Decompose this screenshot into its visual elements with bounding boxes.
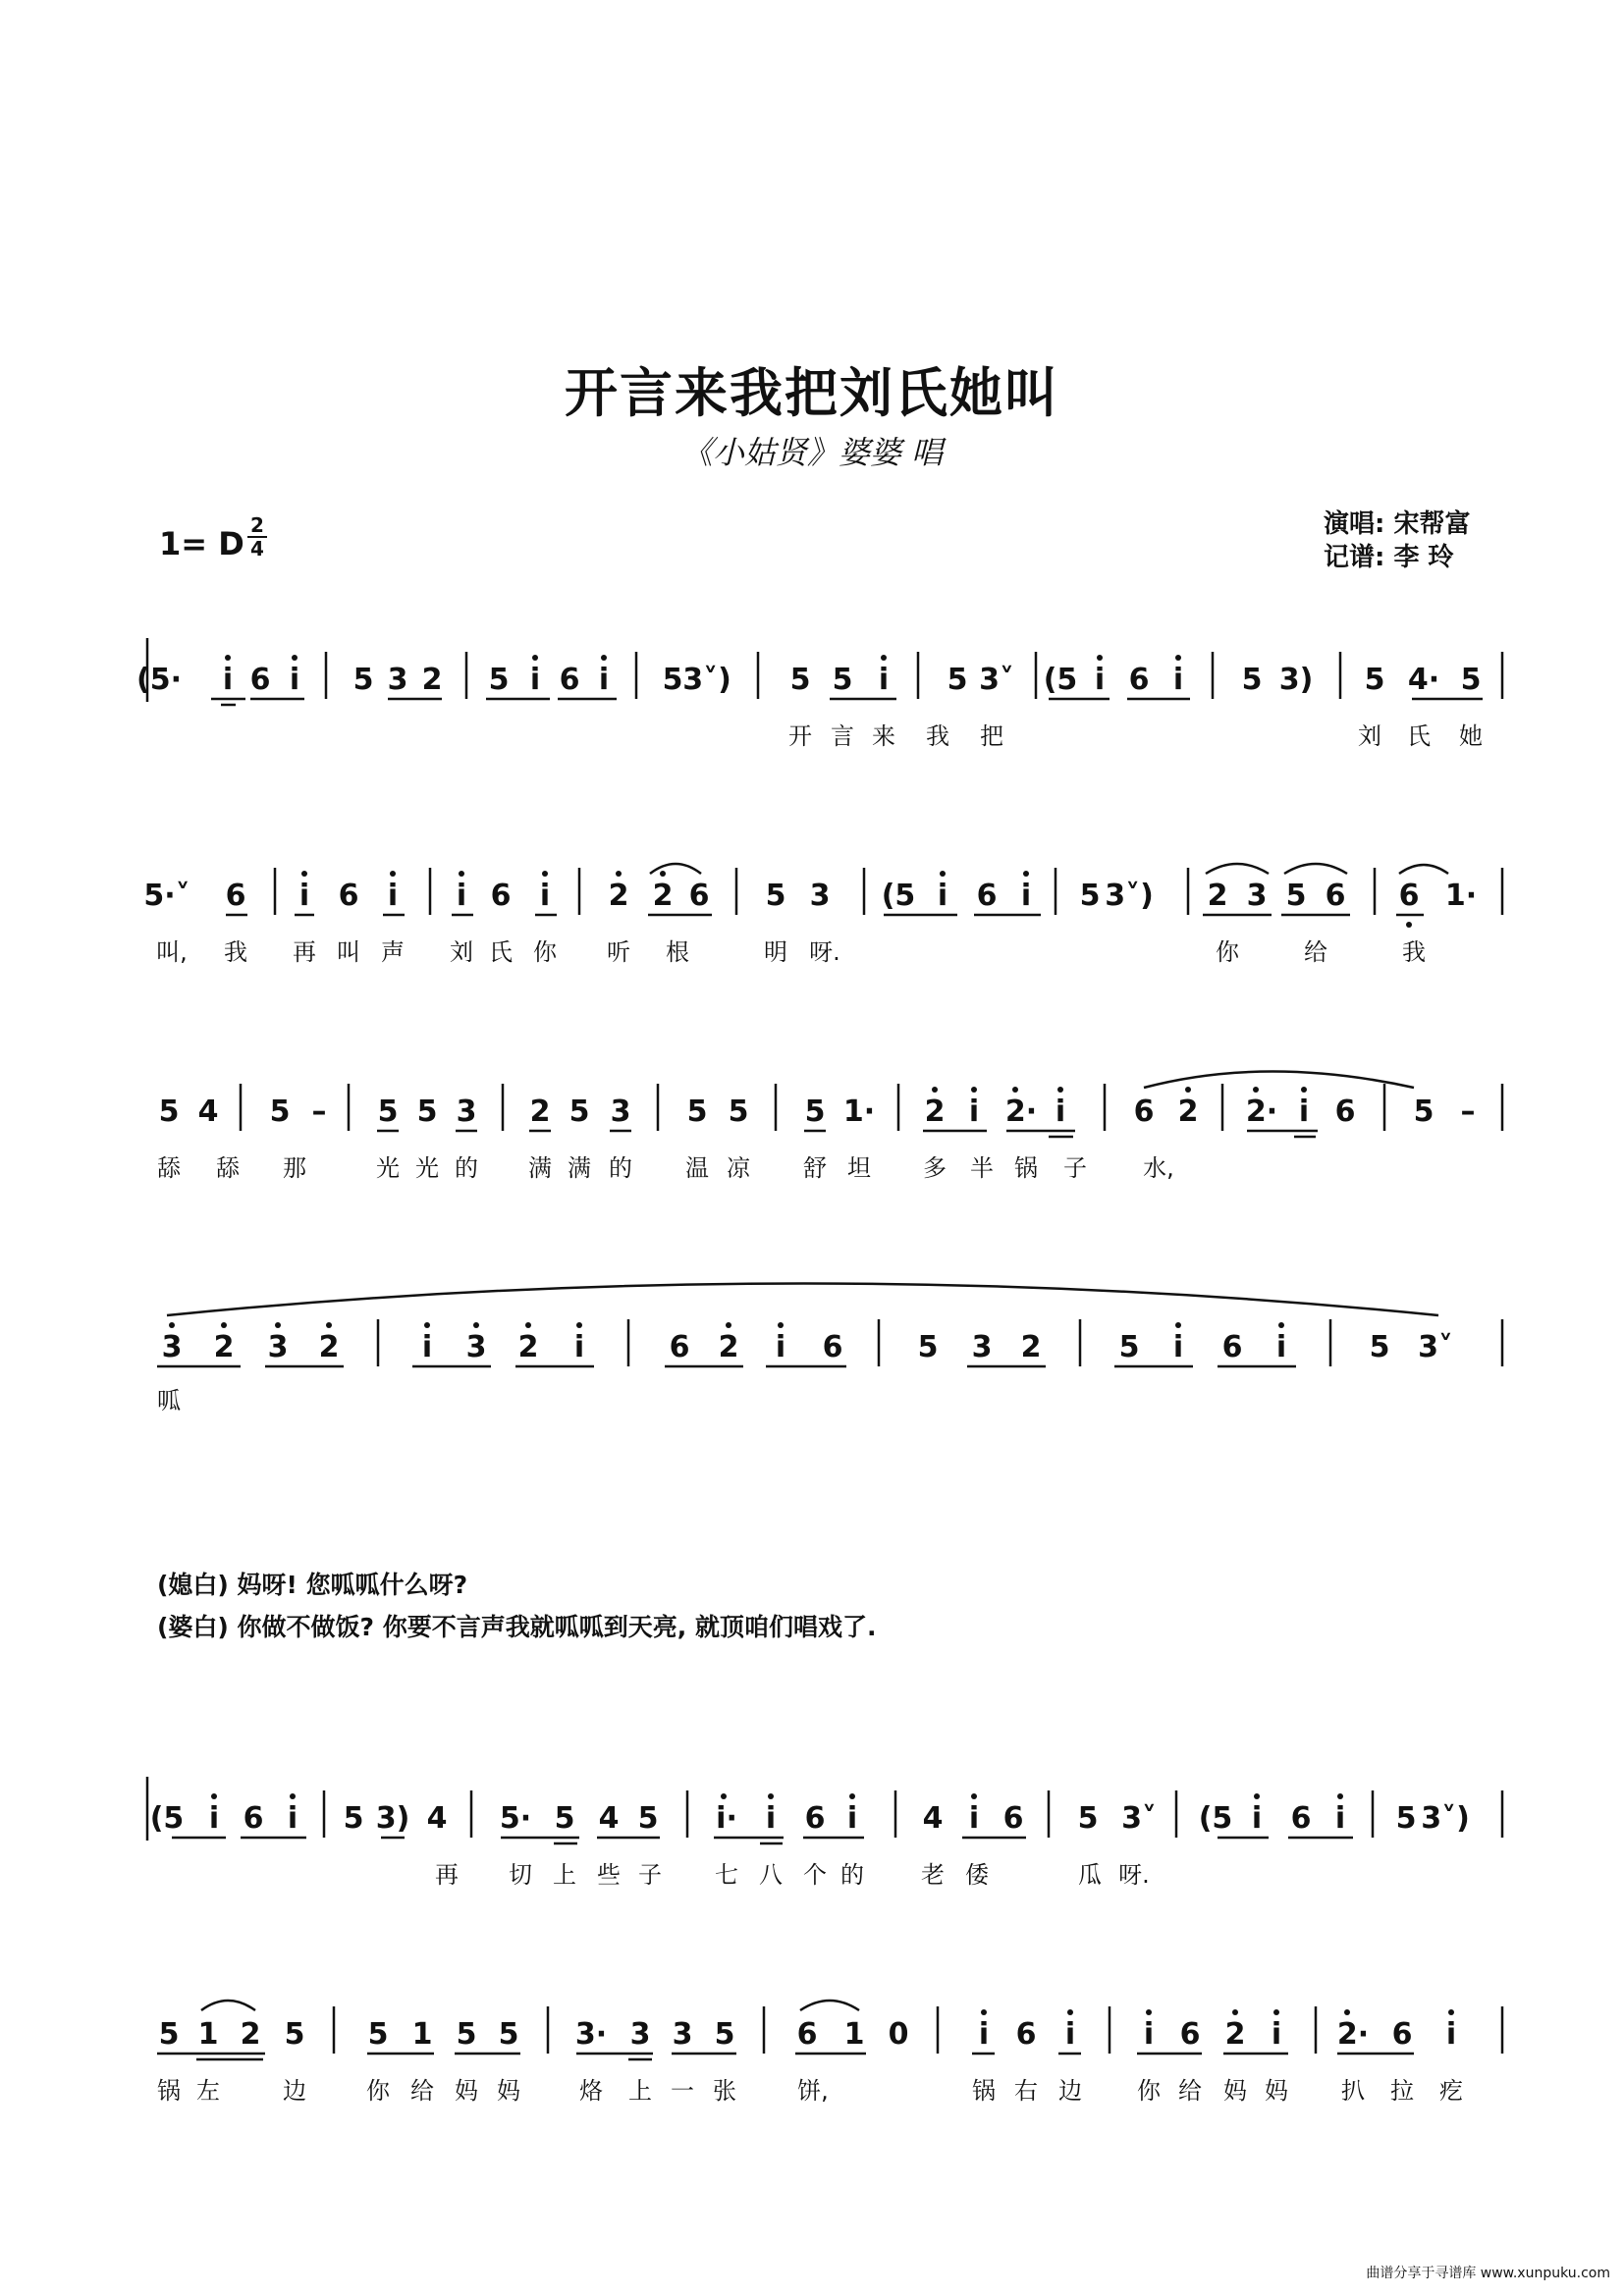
svg-text:5: 5 <box>488 663 510 697</box>
svg-text:2: 2 <box>529 1095 551 1129</box>
lyric: 倭 <box>965 1861 989 1889</box>
lyric: 舔 <box>216 1154 240 1182</box>
svg-text:5: 5 <box>554 1801 575 1836</box>
svg-text:2: 2 <box>421 663 443 697</box>
svg-text:i: i <box>1271 2017 1282 2052</box>
lyric: 光 <box>415 1154 439 1182</box>
svg-text:2: 2 <box>213 1330 235 1364</box>
lyric: 舒 <box>803 1154 827 1182</box>
svg-text:i: i <box>978 2017 990 2052</box>
svg-text:6: 6 <box>1015 2017 1037 2052</box>
svg-text:i: i <box>598 663 610 697</box>
svg-text:i: i <box>968 1801 980 1836</box>
footer-source: 曲谱分享于寻谱库 www.xunpuku.com <box>1366 2266 1610 2281</box>
lyric: 给 <box>1178 2077 1202 2105</box>
svg-text:2·: 2· <box>1245 1095 1278 1129</box>
svg-text:i: i <box>387 879 399 913</box>
svg-text:5: 5 <box>158 2017 180 2052</box>
svg-text:i: i <box>421 1330 433 1364</box>
svg-text:3: 3 <box>809 879 831 913</box>
svg-text:5: 5 <box>714 2017 735 2052</box>
svg-text:5: 5 <box>367 2017 389 2052</box>
svg-text:i: i <box>456 879 467 913</box>
lyric: 切 <box>509 1861 532 1889</box>
svg-text:i: i <box>1172 1330 1184 1364</box>
svg-text:3˅): 3˅) <box>682 663 731 697</box>
lyric: 边 <box>1058 2077 1082 2105</box>
svg-text:6: 6 <box>559 663 580 697</box>
svg-text:5: 5 <box>917 1330 939 1364</box>
lyric: 我 <box>926 722 949 750</box>
lyric: 我 <box>224 938 247 966</box>
score-row-4 <box>0 1276 1624 1414</box>
svg-text:3: 3 <box>629 2017 651 2052</box>
lyric: 来 <box>872 722 895 750</box>
svg-text:i: i <box>529 663 541 697</box>
svg-text:2·: 2· <box>1004 1095 1038 1129</box>
lyric: 呱 <box>157 1387 181 1415</box>
svg-text:5: 5 <box>1241 663 1263 697</box>
svg-text:5·˅: 5·˅ <box>143 879 190 913</box>
svg-text:5: 5 <box>1364 663 1385 697</box>
lyric: 光 <box>376 1154 400 1182</box>
score-row-1 <box>0 628 1624 766</box>
lyric: 凉 <box>727 1154 750 1182</box>
svg-text:6: 6 <box>249 663 271 697</box>
svg-text:i: i <box>1334 1801 1346 1836</box>
lyric: 叫, <box>156 938 188 966</box>
lyric: 锅 <box>1014 1154 1038 1182</box>
svg-text:6: 6 <box>669 1330 690 1364</box>
lyric: 老 <box>921 1861 945 1889</box>
svg-text:5: 5 <box>832 663 853 697</box>
svg-text:2: 2 <box>1177 1095 1199 1129</box>
lyric: 温 <box>685 1154 709 1182</box>
svg-text:5: 5 <box>1079 879 1101 913</box>
svg-text:5: 5 <box>637 1801 659 1836</box>
score-row-5 <box>0 1767 1624 1904</box>
lyric: 满 <box>528 1154 552 1182</box>
svg-text:i: i <box>298 879 310 913</box>
svg-text:3˅: 3˅ <box>1418 1330 1453 1364</box>
lyric: 左 <box>196 2077 220 2105</box>
svg-text:i: i <box>937 879 948 913</box>
svg-text:3: 3 <box>267 1330 289 1364</box>
svg-text:(5·: (5· <box>136 663 182 697</box>
svg-text:4: 4 <box>922 1801 944 1836</box>
lyric: 听 <box>607 938 630 966</box>
lyric: 多 <box>923 1154 947 1182</box>
lyric: 给 <box>410 2077 434 2105</box>
lyric: 扒 <box>1341 2077 1365 2105</box>
svg-text:4: 4 <box>598 1801 620 1836</box>
svg-text:i: i <box>846 1801 858 1836</box>
svg-text:4·: 4· <box>1407 663 1440 697</box>
lyric: 瓜 <box>1078 1861 1102 1889</box>
lyric: 再 <box>293 938 316 966</box>
svg-text:3: 3 <box>1246 879 1268 913</box>
svg-text:5: 5 <box>789 663 811 697</box>
lyric: 妈 <box>1223 2077 1247 2105</box>
svg-text:(5: (5 <box>1043 663 1078 697</box>
svg-text:6: 6 <box>804 1801 826 1836</box>
svg-text:i: i <box>1172 663 1184 697</box>
dialogue-line-2: (婆白) 你做不做饭? 你要不言声我就呱呱到天亮, 就顶咱们唱戏了. <box>157 1613 877 1641</box>
lyric: 子 <box>1063 1154 1087 1182</box>
lyric: 边 <box>283 2077 306 2105</box>
lyric: 子 <box>638 1861 662 1889</box>
svg-text:5: 5 <box>728 1095 749 1129</box>
svg-text:1·: 1· <box>1444 879 1478 913</box>
svg-text:6: 6 <box>1128 663 1150 697</box>
lyric: 妈 <box>497 2077 520 2105</box>
svg-text:i: i <box>287 1801 298 1836</box>
svg-text:i: i <box>289 663 300 697</box>
svg-text:i: i <box>1275 1330 1287 1364</box>
lyric: 上 <box>628 2077 652 2105</box>
svg-text:i: i <box>1251 1801 1263 1836</box>
svg-text:i: i <box>878 663 890 697</box>
svg-text:5: 5 <box>1285 879 1307 913</box>
lyric: 再 <box>435 1861 459 1889</box>
lyric: 张 <box>713 2077 736 2105</box>
svg-text:(5: (5 <box>1198 1801 1233 1836</box>
svg-text:5: 5 <box>416 1095 438 1129</box>
svg-text:5: 5 <box>765 879 786 913</box>
lyric: 右 <box>1014 2077 1038 2105</box>
lyric: 舔 <box>157 1154 181 1182</box>
svg-text:2: 2 <box>924 1095 946 1129</box>
svg-text:i: i <box>539 879 551 913</box>
lyric: 一 <box>671 2077 694 2105</box>
svg-text:i: i <box>775 1330 786 1364</box>
svg-text:3˅): 3˅) <box>1421 1801 1470 1836</box>
lyric: 烙 <box>579 2077 603 2105</box>
svg-text:6: 6 <box>1133 1095 1155 1129</box>
svg-text:3˅): 3˅) <box>1105 879 1154 913</box>
svg-text:5: 5 <box>804 1095 826 1129</box>
svg-text:2: 2 <box>718 1330 739 1364</box>
svg-text:5: 5 <box>456 2017 477 2052</box>
svg-text:i: i <box>208 1801 220 1836</box>
svg-text:6: 6 <box>243 1801 264 1836</box>
lyric: 声 <box>381 938 405 966</box>
svg-text:5: 5 <box>1077 1801 1099 1836</box>
lyric: 你 <box>533 938 557 966</box>
svg-text:6: 6 <box>1398 879 1420 913</box>
lyric: 给 <box>1304 938 1327 966</box>
svg-text:1: 1 <box>411 2017 433 2052</box>
svg-text:3): 3) <box>1278 663 1314 697</box>
svg-text:i: i <box>1094 663 1106 697</box>
lyric: 疙 <box>1439 2077 1463 2105</box>
transcriber-credit: 记谱: 李 玲 <box>1324 543 1454 572</box>
svg-text:2: 2 <box>1207 879 1228 913</box>
svg-text:3˅: 3˅ <box>979 663 1014 697</box>
svg-text:5: 5 <box>1118 1330 1140 1364</box>
lyric: 锅 <box>972 2077 996 2105</box>
singer-credit: 演唱: 宋帮富 <box>1324 509 1471 539</box>
svg-text:6: 6 <box>490 879 512 913</box>
svg-text:6: 6 <box>1290 1801 1312 1836</box>
lyric: 明 <box>764 938 787 966</box>
svg-text:6: 6 <box>1334 1095 1356 1129</box>
lyric: 个 <box>803 1861 827 1889</box>
lyric: 七 <box>715 1861 738 1889</box>
svg-text:3·: 3· <box>574 2017 608 2052</box>
svg-text:6: 6 <box>338 879 359 913</box>
svg-text:6: 6 <box>1391 2017 1413 2052</box>
svg-text:3: 3 <box>387 663 408 697</box>
svg-text:6: 6 <box>796 2017 818 2052</box>
svg-text:6: 6 <box>688 879 710 913</box>
svg-text:5: 5 <box>1413 1095 1435 1129</box>
lyric: 你 <box>1216 938 1239 966</box>
lyric: 你 <box>366 2077 390 2105</box>
svg-text:6: 6 <box>822 1330 843 1364</box>
svg-text:6: 6 <box>1002 1801 1024 1836</box>
lyric: 上 <box>553 1861 576 1889</box>
svg-text:–: – <box>1460 1095 1476 1129</box>
score-row-3 <box>0 1060 1624 1198</box>
svg-text:3: 3 <box>672 2017 693 2052</box>
svg-text:6: 6 <box>1179 2017 1201 2052</box>
lyric: 氏 <box>489 938 513 966</box>
lyric: 刘 <box>1358 722 1381 750</box>
svg-text:5: 5 <box>343 1801 364 1836</box>
svg-text:2: 2 <box>318 1330 340 1364</box>
lyric: 我 <box>1402 938 1426 966</box>
svg-text:6: 6 <box>225 879 246 913</box>
svg-text:3: 3 <box>610 1095 631 1129</box>
svg-text:5: 5 <box>352 663 374 697</box>
svg-text:5: 5 <box>377 1095 399 1129</box>
lyric: 拉 <box>1390 2077 1414 2105</box>
svg-text:i: i <box>1064 2017 1076 2052</box>
svg-text:6: 6 <box>1325 879 1346 913</box>
time-denominator: 4 <box>250 537 264 561</box>
lyric: 呀. <box>1118 1861 1150 1889</box>
svg-text:1: 1 <box>197 2017 219 2052</box>
lyric: 半 <box>970 1154 994 1182</box>
svg-text:i: i <box>573 1330 585 1364</box>
svg-text:2: 2 <box>1224 2017 1246 2052</box>
lyric: 妈 <box>455 2077 478 2105</box>
lyric: 的 <box>840 1861 864 1889</box>
svg-text:3: 3 <box>161 1330 183 1364</box>
svg-text:3˅: 3˅ <box>1121 1801 1157 1836</box>
svg-text:2: 2 <box>1020 1330 1042 1364</box>
svg-text:3): 3) <box>375 1801 410 1836</box>
lyric: 叫 <box>337 938 360 966</box>
lyric: 根 <box>666 938 689 966</box>
svg-text:i: i <box>765 1801 777 1836</box>
lyric: 水, <box>1143 1154 1174 1182</box>
svg-text:6: 6 <box>1221 1330 1243 1364</box>
svg-text:i: i <box>1055 1095 1066 1129</box>
score-row-2 <box>0 844 1624 982</box>
svg-text:2: 2 <box>240 2017 261 2052</box>
svg-text:4: 4 <box>426 1801 448 1836</box>
lyric: 把 <box>980 722 1003 750</box>
svg-text:3: 3 <box>465 1330 487 1364</box>
svg-text:1: 1 <box>843 2017 865 2052</box>
lyric: 言 <box>831 722 854 750</box>
svg-text:3: 3 <box>456 1095 477 1129</box>
song-subtitle: 《小姑贤》婆婆 唱 <box>680 434 944 471</box>
svg-text:i: i <box>1143 2017 1155 2052</box>
lyric: 刘 <box>450 938 473 966</box>
lyric: 呀. <box>809 938 840 966</box>
svg-text:5: 5 <box>1369 1330 1390 1364</box>
svg-text:2: 2 <box>517 1330 539 1364</box>
svg-text:4: 4 <box>197 1095 219 1129</box>
lyric: 饼, <box>797 2077 829 2105</box>
song-title: 开言来我把刘氏她叫 <box>565 362 1059 424</box>
svg-text:5: 5 <box>158 1095 180 1129</box>
svg-text:2: 2 <box>608 879 629 913</box>
svg-text:i: i <box>968 1095 980 1129</box>
svg-text:1·: 1· <box>842 1095 876 1129</box>
svg-text:5: 5 <box>568 1095 590 1129</box>
svg-text:–: – <box>311 1095 327 1129</box>
lyric: 你 <box>1137 2077 1161 2105</box>
svg-text:5: 5 <box>686 1095 708 1129</box>
key-signature: 1= D <box>159 525 244 562</box>
svg-text:(5: (5 <box>881 879 916 913</box>
score-row-6 <box>0 1983 1624 2120</box>
lyric: 些 <box>597 1861 621 1889</box>
lyric: 那 <box>283 1154 306 1182</box>
lyric: 氏 <box>1407 722 1431 750</box>
svg-text:i: i <box>1445 2017 1457 2052</box>
time-numerator: 2 <box>250 513 264 537</box>
svg-text:5: 5 <box>1460 663 1482 697</box>
time-signature <box>247 515 267 559</box>
lyric: 满 <box>568 1154 591 1182</box>
svg-text:5: 5 <box>284 2017 305 2052</box>
svg-text:i: i <box>1298 1095 1310 1129</box>
svg-text:6: 6 <box>976 879 998 913</box>
svg-text:3: 3 <box>971 1330 993 1364</box>
dialogue-line-1: (媳白) 妈呀! 您呱呱什么呀? <box>157 1571 468 1599</box>
svg-text:5: 5 <box>947 663 968 697</box>
svg-text:i: i <box>222 663 234 697</box>
svg-text:i: i <box>1020 879 1032 913</box>
svg-text:5: 5 <box>662 663 683 697</box>
svg-text:0: 0 <box>888 2017 909 2052</box>
svg-text:2·: 2· <box>1336 2017 1370 2052</box>
lyric: 她 <box>1459 722 1483 750</box>
svg-text:5: 5 <box>498 2017 519 2052</box>
lyric: 开 <box>788 722 812 750</box>
svg-text:i·: i· <box>716 1801 737 1836</box>
svg-text:5: 5 <box>269 1095 291 1129</box>
svg-text:5·: 5· <box>499 1801 532 1836</box>
svg-text:2: 2 <box>652 879 674 913</box>
lyric: 妈 <box>1265 2077 1288 2105</box>
svg-text:(5: (5 <box>149 1801 185 1836</box>
lyric: 的 <box>609 1154 632 1182</box>
lyric: 八 <box>759 1861 783 1889</box>
lyric: 锅 <box>157 2077 181 2105</box>
lyric: 的 <box>455 1154 478 1182</box>
lyric: 坦 <box>847 1154 871 1182</box>
svg-text:5: 5 <box>1395 1801 1417 1836</box>
